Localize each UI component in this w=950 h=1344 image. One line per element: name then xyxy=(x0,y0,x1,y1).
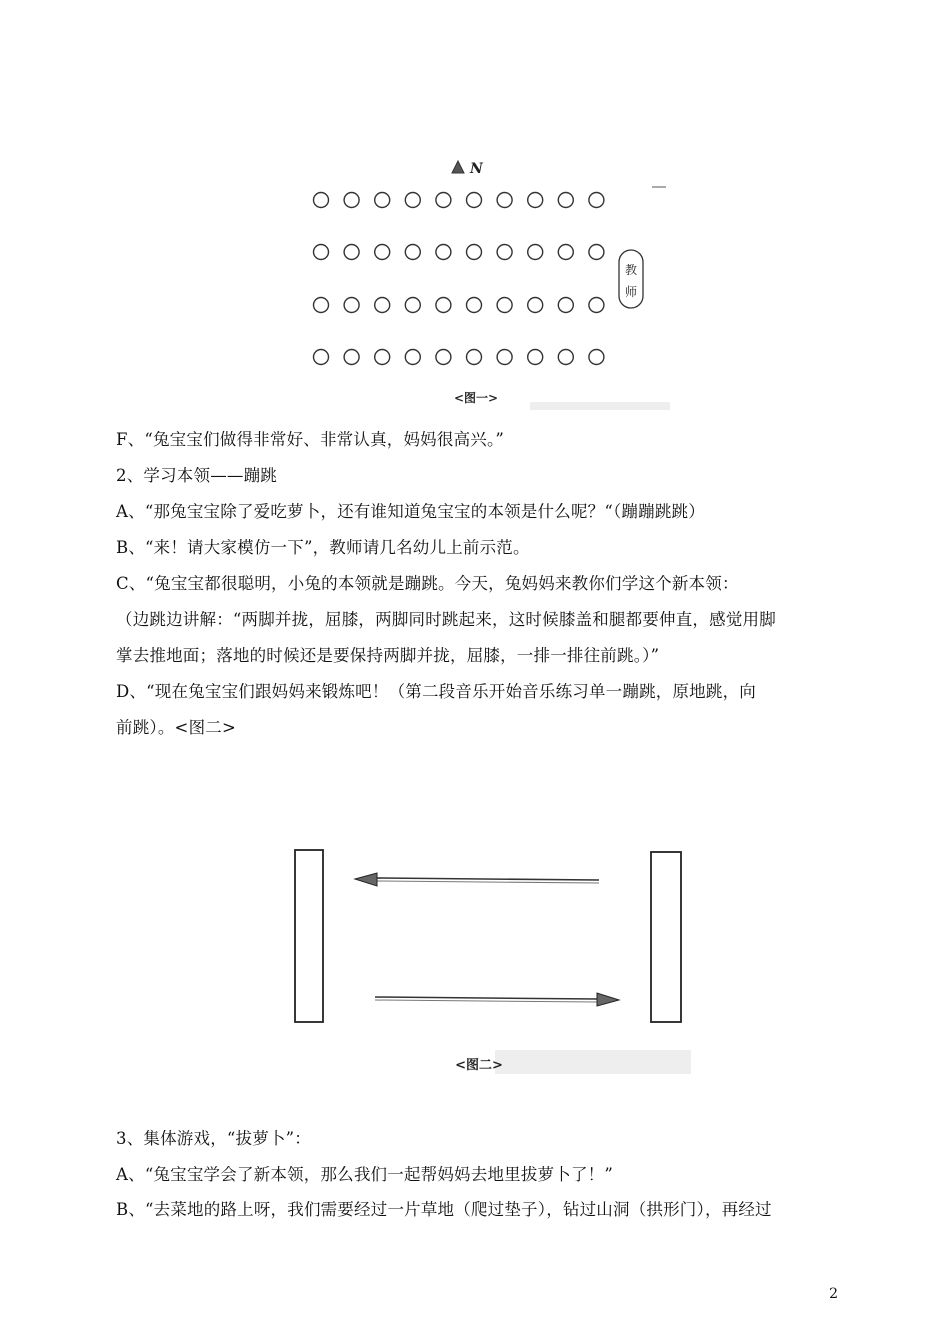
child-circle-icon xyxy=(344,193,359,208)
arrow-right-icon xyxy=(375,993,619,1006)
child-circle-icon xyxy=(436,298,451,313)
text-line-8: D、“现在兔宝宝们跟妈妈来锻炼吧！（第二段音乐开始音乐练习单一蹦跳，原地跳，向 xyxy=(116,682,756,701)
child-circle-icon xyxy=(558,245,573,260)
child-circle-icon xyxy=(405,245,420,260)
north-arrow-icon xyxy=(452,161,464,173)
child-circle-icon xyxy=(497,193,512,208)
child-circle-icon xyxy=(497,350,512,365)
child-circle-icon xyxy=(375,245,390,260)
scan-edge-mark xyxy=(652,186,666,188)
north-label: N xyxy=(470,161,483,177)
child-circle-icon xyxy=(558,350,573,365)
page-number: 2 xyxy=(829,1286,838,1302)
child-circle-icon xyxy=(589,298,604,313)
child-circle-icon xyxy=(375,350,390,365)
text-line-6: （边跳边讲解：“两脚并拢，屈膝，两脚同时跳起来，这时候膝盖和腿都要伸直，感觉用脚 xyxy=(116,610,776,629)
child-circle-icon xyxy=(558,298,573,313)
figure1-caption: <图一> xyxy=(453,391,499,405)
child-circle-icon xyxy=(467,193,482,208)
child-circle-icon xyxy=(528,193,543,208)
text-line-11: A、“兔宝宝学会了新本领，那么我们一起帮妈妈去地里拔萝卜了！” xyxy=(116,1165,613,1184)
child-circle-icon xyxy=(436,245,451,260)
child-circle-icon xyxy=(314,193,329,208)
child-circle-icon xyxy=(375,193,390,208)
scan-shade xyxy=(530,402,670,410)
child-circle-icon xyxy=(405,350,420,365)
child-circle-icon xyxy=(344,298,359,313)
figure-jump-diagram xyxy=(285,838,693,1076)
text-line-1: F、“兔宝宝们做得非常好、非常认真，妈妈很高兴。” xyxy=(116,430,505,449)
child-circle-icon xyxy=(528,350,543,365)
text-line-3: A、“那兔宝宝除了爱吃萝卜，还有谁知道兔宝宝的本领是什么呢？“（蹦蹦跳跳） xyxy=(116,502,705,521)
text-line-4: B、“来！请大家模仿一下”，教师请几名幼儿上前示范。 xyxy=(116,538,530,557)
child-circle-icon xyxy=(467,350,482,365)
children-circles xyxy=(314,193,604,365)
child-circle-icon xyxy=(375,298,390,313)
text-line-2: 2、学习本领——蹦跳 xyxy=(116,466,277,485)
text-line-12: B、“去菜地的路上呀，我们需要经过一片草地（爬过垫子），钻过山洞（拱形门），再经过 xyxy=(116,1200,772,1219)
text-line-10: 3、集体游戏，“拔萝卜”： xyxy=(116,1129,311,1148)
child-circle-icon xyxy=(314,350,329,365)
scan-shade xyxy=(495,1050,691,1074)
child-circle-icon xyxy=(497,298,512,313)
child-circle-icon xyxy=(528,245,543,260)
child-circle-icon xyxy=(436,350,451,365)
child-circle-icon xyxy=(314,298,329,313)
text-line-7: 掌去推地面；落地的时候还是要保持两脚并拢，屈膝，一排一排往前跳。）” xyxy=(116,646,660,665)
child-circle-icon xyxy=(344,245,359,260)
left-mat xyxy=(295,850,323,1022)
jump-diagram-svg xyxy=(285,838,693,1076)
right-mat xyxy=(651,852,681,1022)
child-circle-icon xyxy=(589,245,604,260)
formation-svg xyxy=(300,150,672,412)
child-circle-icon xyxy=(344,350,359,365)
child-circle-icon xyxy=(436,193,451,208)
arrow-left-icon xyxy=(355,873,599,886)
child-circle-icon xyxy=(405,298,420,313)
teacher-char-1: 教 xyxy=(624,263,638,277)
teacher-char-2: 师 xyxy=(624,285,638,299)
text-line-9: 前跳）。<图二> xyxy=(116,718,237,737)
child-circle-icon xyxy=(467,298,482,313)
text-line-5: C、“兔宝宝都很聪明，小兔的本领就是蹦跳。今天，兔妈妈来教你们学这个新本领： xyxy=(116,574,739,593)
teacher-marker xyxy=(619,250,643,308)
child-circle-icon xyxy=(558,193,573,208)
child-circle-icon xyxy=(497,245,512,260)
child-circle-icon xyxy=(405,193,420,208)
child-circle-icon xyxy=(589,350,604,365)
figure-formation-diagram xyxy=(300,150,672,412)
child-circle-icon xyxy=(314,245,329,260)
child-circle-icon xyxy=(528,298,543,313)
child-circle-icon xyxy=(589,193,604,208)
figure2-caption: <图二> xyxy=(455,1058,503,1073)
child-circle-icon xyxy=(467,245,482,260)
